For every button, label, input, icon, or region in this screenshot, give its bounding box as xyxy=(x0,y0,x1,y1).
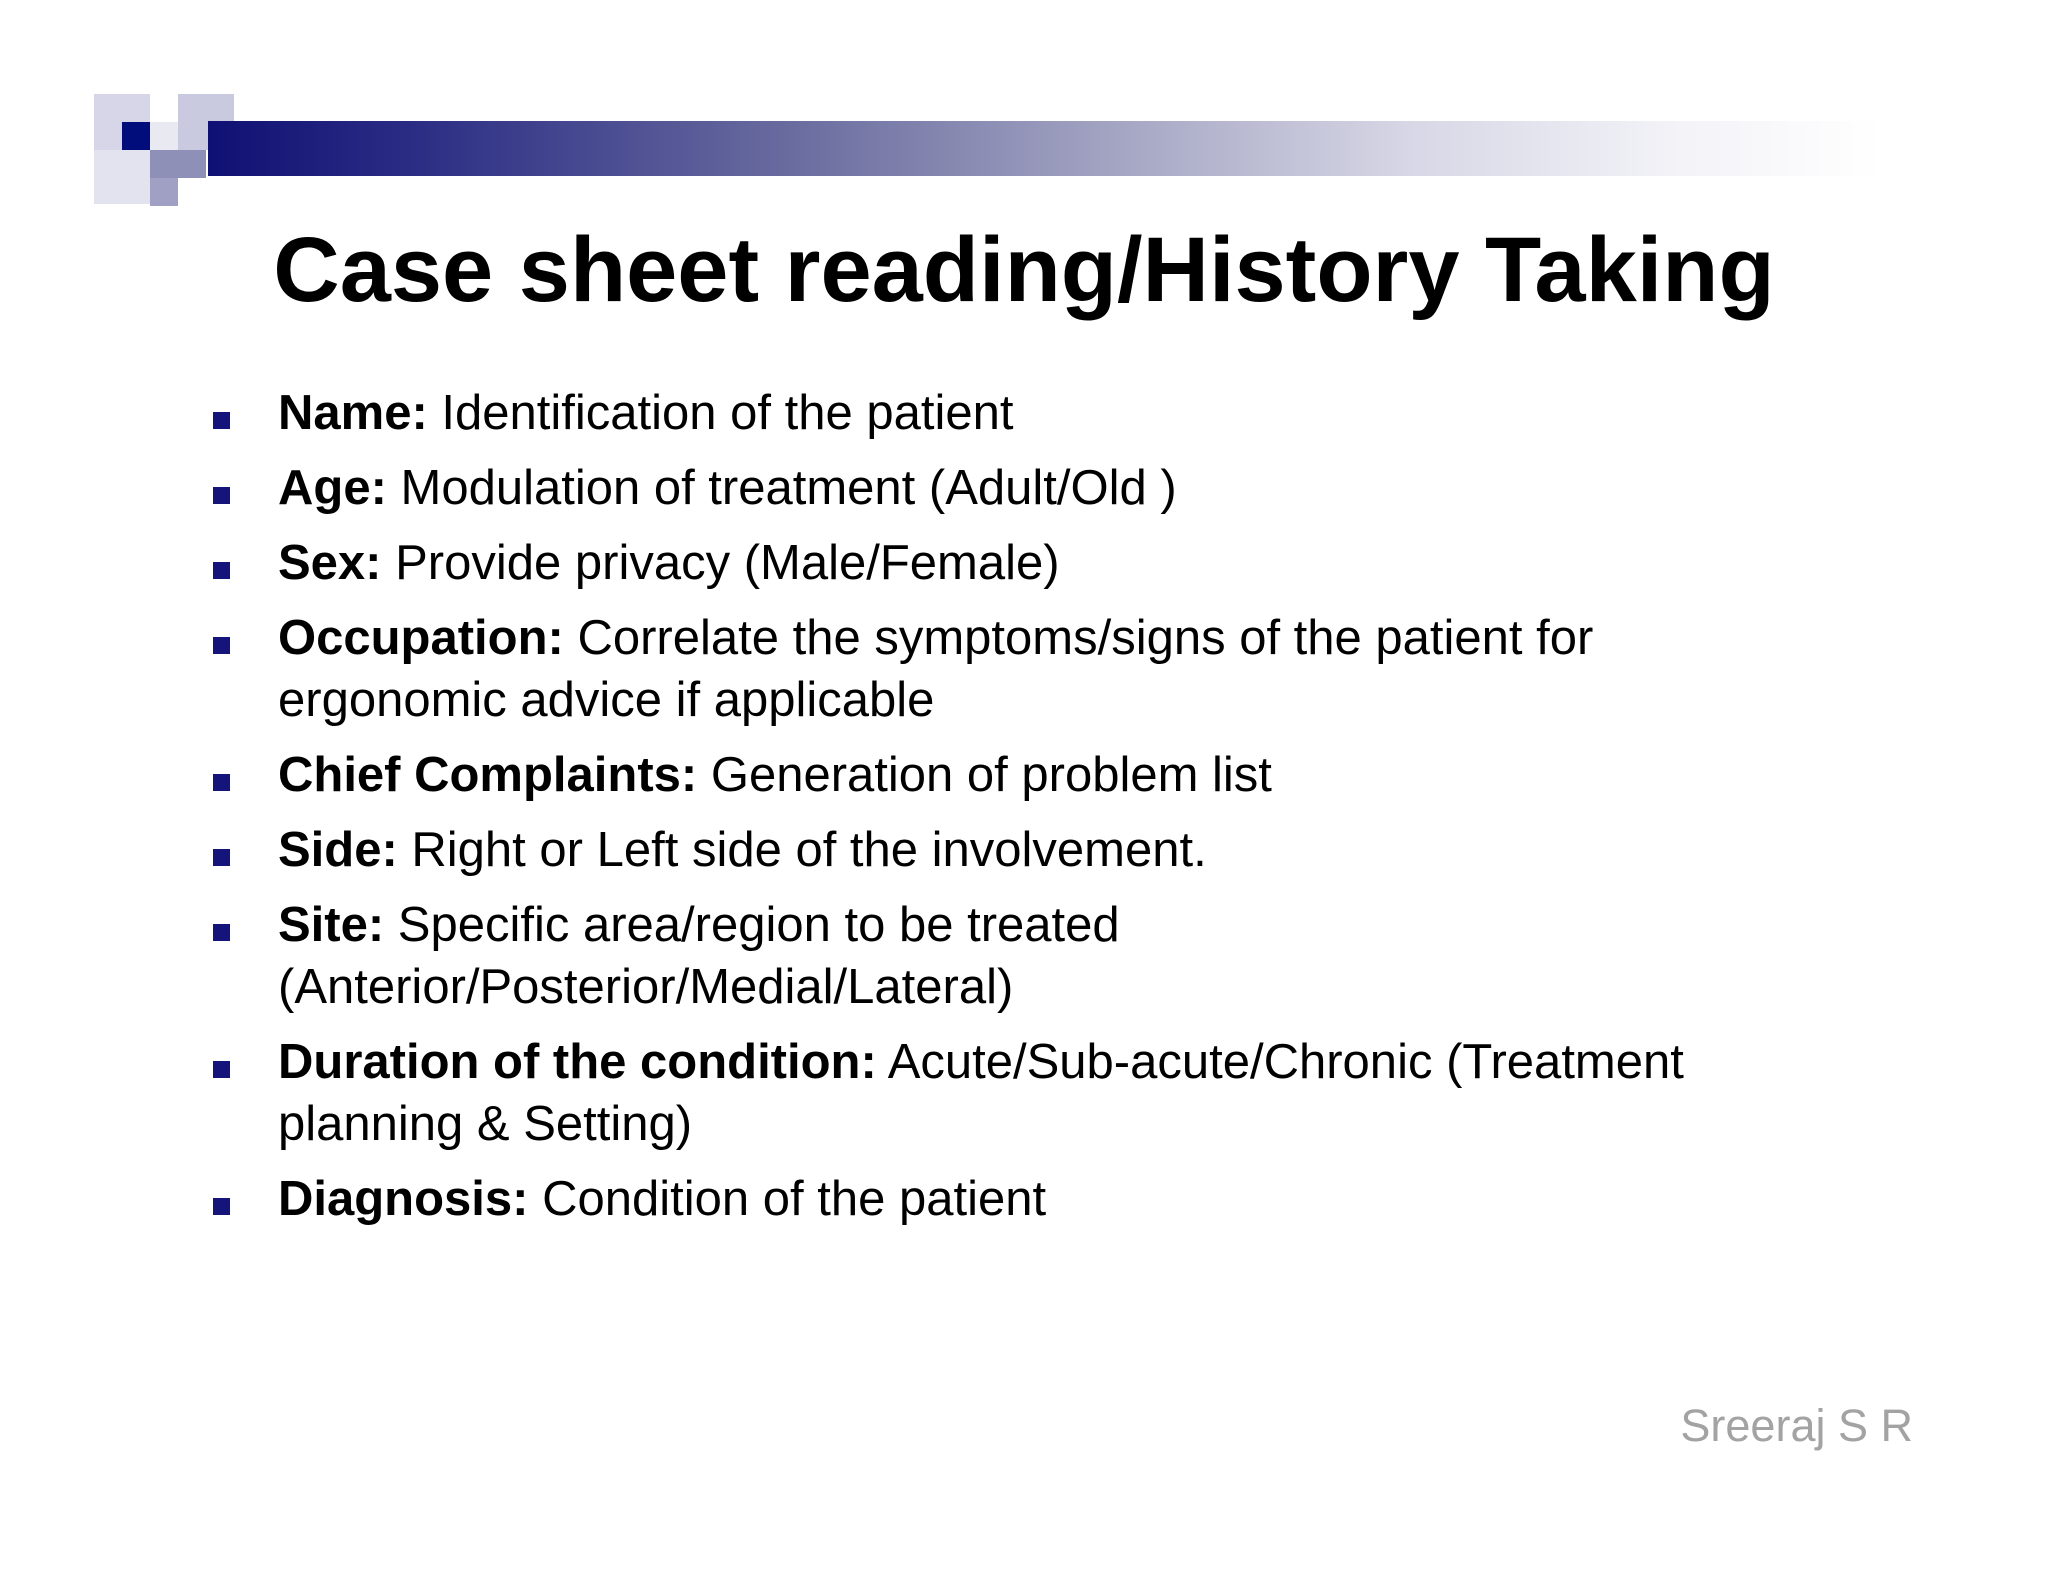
header-square-decoration xyxy=(94,150,150,204)
author-footer: Sreeraj S R xyxy=(1680,1400,1913,1451)
bullet-label: Duration of the condition: xyxy=(278,1035,877,1089)
square-bullet-icon xyxy=(213,637,230,654)
bullet-list xyxy=(210,382,1830,1243)
bullet-text: Identification of the patient xyxy=(427,386,1014,440)
slide-title: Case sheet reading/History Taking xyxy=(273,219,1775,321)
bullet-label: Age: xyxy=(278,461,387,515)
bullet-text: Generation of problem list xyxy=(697,748,1272,802)
square-bullet-icon xyxy=(213,412,230,429)
bullet-item-site xyxy=(210,894,1830,1018)
square-bullet-icon xyxy=(213,562,230,579)
bullet-item-sex xyxy=(210,532,1830,594)
square-bullet-icon xyxy=(213,849,230,866)
bullet-label: Diagnosis: xyxy=(278,1172,529,1226)
bullet-label: Site: xyxy=(278,898,385,952)
bullet-text: Specific area/region to be treated (Anterior/Posterior/Medial/Lateral) xyxy=(278,898,1120,1014)
bullet-item-chief-complaints xyxy=(210,744,1830,806)
square-bullet-icon xyxy=(213,1198,230,1215)
square-bullet-icon xyxy=(213,774,230,791)
bullet-item-diagnosis xyxy=(210,1168,1830,1230)
header-square-decoration xyxy=(150,150,206,178)
bullet-text: Provide privacy (Male/Female) xyxy=(381,536,1060,590)
square-bullet-icon xyxy=(213,487,230,504)
bullet-label: Side: xyxy=(278,823,398,877)
bullet-label: Sex: xyxy=(278,536,382,590)
bullet-item-occupation xyxy=(210,607,1830,731)
header-square-decoration xyxy=(150,178,178,206)
header-square-decoration xyxy=(150,122,178,150)
header-gradient-bar xyxy=(208,121,1880,176)
bullet-label: Chief Complaints: xyxy=(278,748,698,802)
bullet-label: Occupation: xyxy=(278,611,564,665)
square-bullet-icon xyxy=(213,924,230,941)
square-bullet-icon xyxy=(213,1061,230,1078)
bullet-item-side xyxy=(210,819,1830,881)
bullet-item-duration xyxy=(210,1031,1830,1155)
bullet-item-age xyxy=(210,457,1830,519)
bullet-item-name xyxy=(210,382,1830,444)
bullet-text: Condition of the patient xyxy=(528,1172,1047,1226)
bullet-text: Modulation of treatment (Adult/Old ) xyxy=(386,461,1177,515)
bullet-text: Acute/Sub-acute/Chronic (Treatment planning & Setting) xyxy=(278,1035,1684,1151)
bullet-label: Name: xyxy=(278,386,428,440)
bullet-text: Correlate the symptoms/signs of the patient for ergonomic advice if applicable xyxy=(278,611,1594,727)
header-square-accent xyxy=(122,122,150,150)
bullet-text: Right or Left side of the involvement. xyxy=(397,823,1207,877)
